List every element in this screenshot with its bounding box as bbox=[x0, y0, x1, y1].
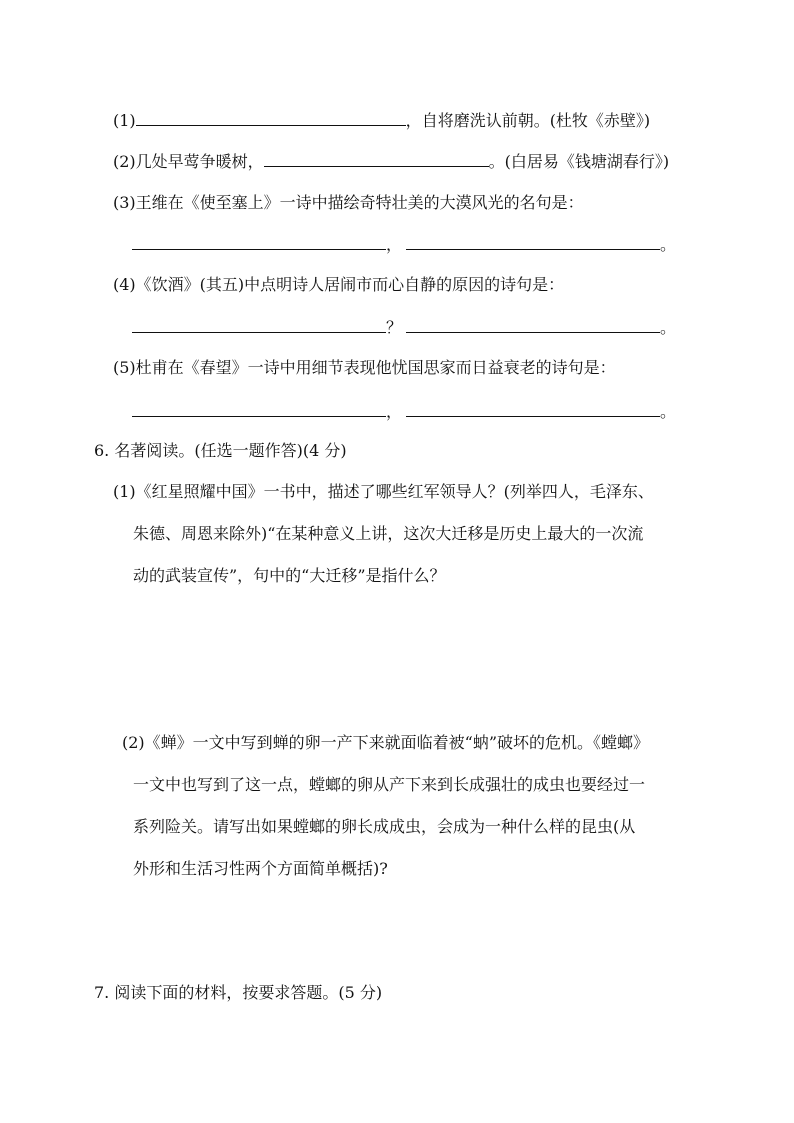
item-2-answer-blank[interactable] bbox=[264, 150, 489, 167]
q6-sub2-line-1: (2)《蝉》一文中写到蝉的卵一产下来就面临着被“蚋”破坏的危机。《螳螂》 bbox=[122, 733, 650, 752]
item-5-blank-b[interactable] bbox=[406, 400, 660, 417]
item-5-separator: ， bbox=[386, 402, 403, 421]
item-3-blank-b[interactable] bbox=[406, 233, 660, 250]
item-5-blank-a[interactable] bbox=[132, 400, 386, 417]
item-3-blank-a[interactable] bbox=[132, 233, 386, 250]
item-2-line bbox=[113, 150, 669, 172]
item-3-prompt: (3)王维在《使至塞上》一诗中描绘奇特壮美的大漠风光的名句是： bbox=[113, 193, 584, 212]
q6-sub1-line-2: 朱德、周恩来除外)“在某种意义上讲，这次大迁移是历史上最大的一次流 bbox=[133, 524, 644, 543]
item-2-source: 。(白居易《钱塘湖春行》) bbox=[488, 152, 670, 171]
item-4-prompt: (4)《饮酒》(其五)中点明诗人居闹市而心自静的原因的诗句是： bbox=[113, 275, 565, 294]
item-2-prefix: (2)几处早莺争暖树， bbox=[113, 152, 264, 171]
item-4-separator: ？ bbox=[386, 318, 403, 337]
q6-sub1-line-3: 动的武装宣传”，句中的“大迁移”是指什么？ bbox=[133, 566, 446, 585]
q6-sub2-line-4: 外形和生活习性两个方面简单概括)? bbox=[133, 859, 388, 878]
item-3-separator: ， bbox=[386, 235, 403, 254]
question-7-header: 7. 阅读下面的材料，按要求答题。(5 分) bbox=[94, 983, 383, 1002]
q6-sub1-line-1: (1)《红星照耀中国》一书中，描述了哪些红军领导人？(列举四人，毛泽东、 bbox=[113, 482, 654, 501]
q6-sub2-line-2: 一文中也写到了这一点，螳螂的卵从产下来到长成强壮的成虫也要经过一 bbox=[133, 775, 646, 794]
question-6-header: 6. 名著阅读。(任选一题作答)(4 分) bbox=[94, 441, 347, 460]
item-4-blank-b[interactable] bbox=[406, 316, 660, 333]
item-4-blank-a[interactable] bbox=[132, 316, 386, 333]
item-5-end: 。 bbox=[660, 402, 677, 421]
q6-sub2-line-3: 系列险关。请写出如果螳螂的卵长成成虫，会成为一种什么样的昆虫(从 bbox=[133, 817, 636, 836]
item-1-number: (1) bbox=[113, 111, 136, 130]
item-3-end: 。 bbox=[660, 235, 677, 254]
item-1-line bbox=[113, 109, 650, 131]
item-5-prompt: (5)杜甫在《春望》一诗中用细节表现他忧国思家而日益衰老的诗句是： bbox=[113, 358, 616, 377]
item-1-answer-blank[interactable] bbox=[136, 109, 406, 126]
item-3-answer-line bbox=[132, 233, 676, 255]
item-1-separator: ， bbox=[405, 111, 422, 130]
item-1-poem-line: 自将磨洗认前朝。(杜牧《赤壁》) bbox=[421, 111, 651, 130]
item-5-answer-line bbox=[132, 400, 676, 422]
item-4-end: 。 bbox=[660, 318, 677, 337]
item-4-answer-line bbox=[132, 316, 676, 338]
